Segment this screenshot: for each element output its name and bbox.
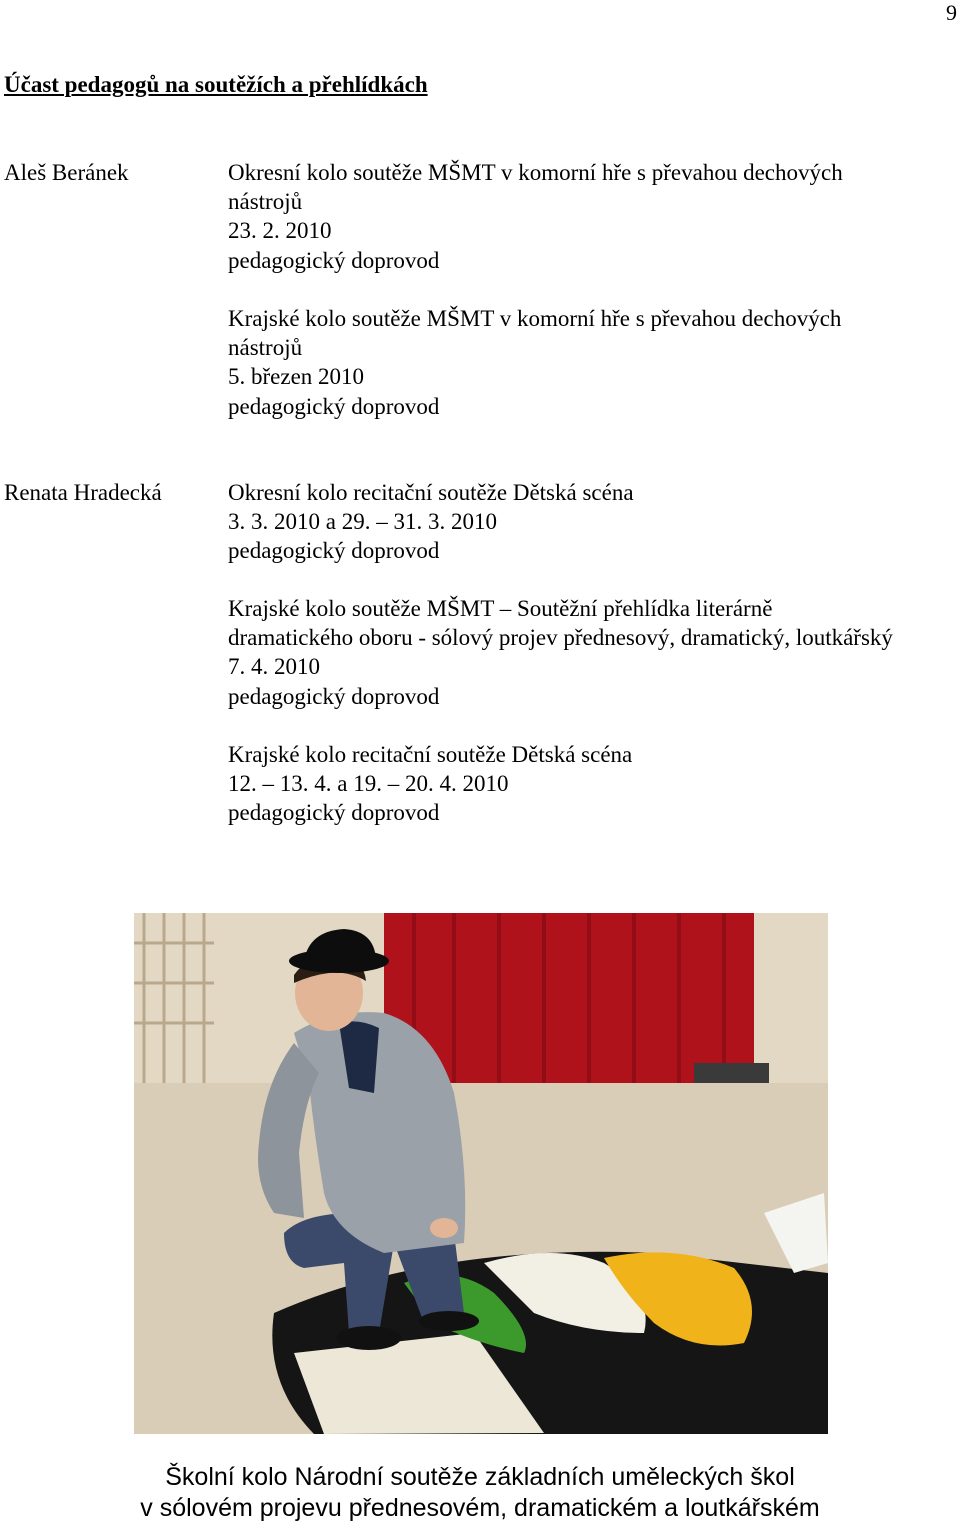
event-item	[228, 594, 958, 711]
event-item	[228, 304, 958, 421]
event-date: 5. březen 2010	[228, 364, 365, 390]
event-date: 7. 4. 2010	[228, 654, 320, 680]
event-title: Krajské kolo soutěže MŠMT – Soutěžní přehlídka literárně	[228, 596, 773, 621]
event-title-continued: dramatického oboru - sólový projev přednesový, dramatický, loutkářský	[228, 625, 893, 651]
performance-photo	[134, 913, 828, 1434]
event-title: Okresní kolo recitační soutěže Dětská scéna	[228, 480, 634, 505]
teacher-name: Aleš Beránek	[4, 160, 129, 185]
event-role: pedagogický doprovod	[228, 247, 440, 273]
caption-line-2: v sólovém projevu přednesovém, dramatickém a loutkářském	[140, 1494, 820, 1522]
page-heading: Účast pedagogů na soutěžích a přehlídkách	[4, 72, 428, 97]
event-title-continued: nástrojů	[228, 189, 303, 215]
caption-line-1: Školní kolo Národní soutěže základních uměleckých škol	[165, 1463, 795, 1491]
event-title: Okresní kolo soutěže MŠMT v komorní hře s převahou dechových	[228, 160, 843, 185]
event-role: pedagogický doprovod	[228, 393, 440, 419]
event-role: pedagogický doprovod	[228, 683, 440, 709]
photo-caption	[0, 1462, 960, 1524]
event-role: pedagogický doprovod	[228, 538, 440, 564]
event-date: 23. 2. 2010	[228, 218, 332, 244]
event-date: 3. 3. 2010 a 29. – 31. 3. 2010	[228, 509, 497, 535]
event-date: 12. – 13. 4. a 19. – 20. 4. 2010	[228, 771, 509, 797]
event-title: Krajské kolo soutěže MŠMT v komorní hře s převahou dechových	[228, 306, 842, 331]
event-item	[228, 478, 958, 566]
event-role: pedagogický doprovod	[228, 800, 440, 826]
event-item	[228, 740, 958, 828]
teacher-name: Renata Hradecká	[4, 480, 162, 505]
page-number: 9	[946, 0, 957, 25]
event-item	[228, 158, 958, 275]
event-title-continued: nástrojů	[228, 335, 303, 361]
event-title: Krajské kolo recitační soutěže Dětská scéna	[228, 742, 633, 767]
